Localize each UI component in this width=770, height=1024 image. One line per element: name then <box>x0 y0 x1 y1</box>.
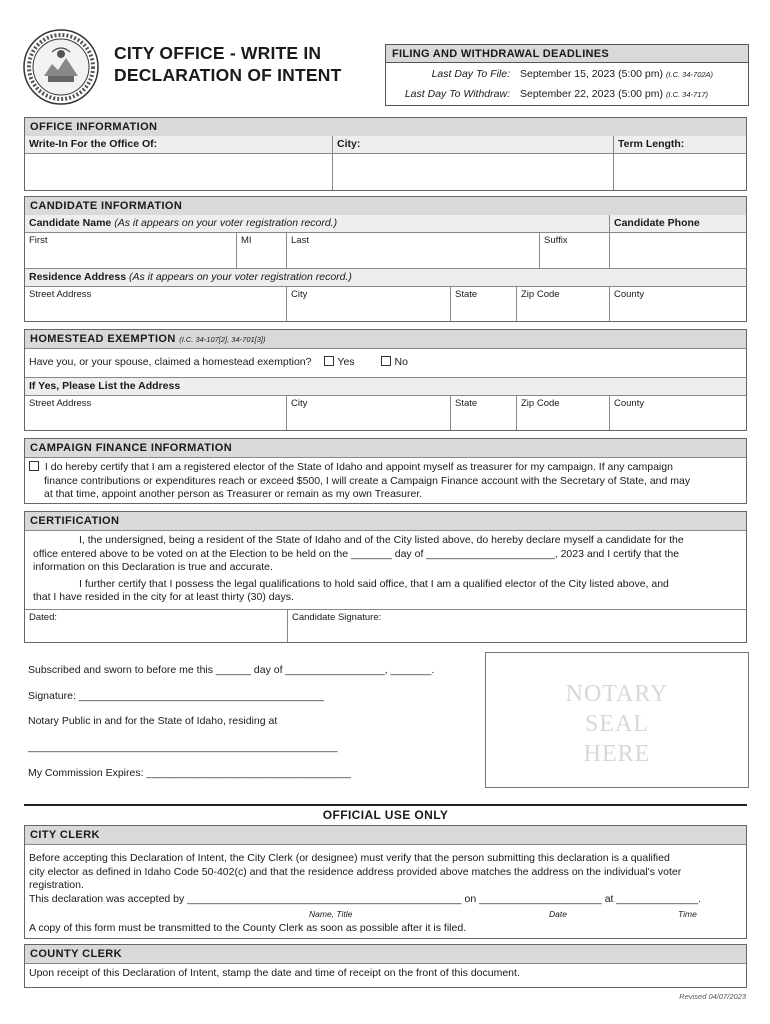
title-line-2: DECLARATION OF INTENT <box>114 65 342 85</box>
dated-input[interactable]: Dated: <box>25 609 288 642</box>
finance-heading: CAMPAIGN FINANCE INFORMATION <box>25 439 746 458</box>
notary-commission-line: My Commission Expires: ___________________________________ <box>28 767 351 779</box>
homestead-heading: HOMESTEAD EXEMPTION (I.C. 34-107[2], 34-701[3]) <box>25 330 746 349</box>
notary-residence-blank: _____________________________________________________ <box>28 741 338 753</box>
revision-date: Revised 04/07/2023 <box>679 992 746 1001</box>
notary-seal-word-2: SEAL <box>585 711 649 737</box>
caption-date: Date <box>549 909 567 919</box>
homestead-cite: (I.C. 34-107[2], 34-701[3]) <box>179 335 266 344</box>
office-heading: OFFICE INFORMATION <box>25 118 746 137</box>
city-clerk-copy-note: A copy of this form must be transmitted to the County Clerk as soon as possible after it is filed. <box>29 922 467 934</box>
file-deadline-label: Last Day To File: <box>431 68 510 80</box>
notary-seal-box <box>485 652 749 788</box>
deadlines-heading: FILING AND WITHDRAWAL DEADLINES <box>386 45 748 63</box>
withdraw-deadline-cite: (I.C. 34-717) <box>665 90 709 99</box>
caption-name-title: Name, Title <box>309 909 353 919</box>
last-name-input[interactable]: Last <box>287 233 540 269</box>
no-checkbox[interactable] <box>381 356 391 366</box>
homestead-no-option[interactable]: No <box>381 356 407 368</box>
official-divider <box>24 804 747 806</box>
state-seal-logo <box>22 28 100 106</box>
county-clerk-text: Upon receipt of this Declaration of Intent, stamp the date and time of receipt on the front of this document. <box>29 967 520 979</box>
campaign-finance-section <box>24 438 747 504</box>
county-clerk-heading: COUNTY CLERK <box>25 945 746 964</box>
residence-street-input[interactable]: Street Address <box>25 287 287 321</box>
notary-signature-line: Signature: __________________________________________ <box>28 690 325 702</box>
finance-statement: I do hereby certify that I am a registered elector of the State of Idaho and appoint myself as treasurer for my campaign. If any campaign finance contributions or expenditures reach or exceed $500, I will create a Campaign Finance account with the Secretary of State, and may at that time, appoint another person as Treasurer or remain as my own Treasurer. <box>29 461 745 502</box>
city-clerk-text: Before accepting this Declaration of Intent, the City Clerk (or designee) must verify that the person submitting this declaration is a qualified city elector as defined in Idaho Code 50-402(c) and that the residence address provided above matches the address on the individual's voter registration. This declaration was accepted by _______________________________________________ on _____________________ at ______________. <box>29 852 702 905</box>
homestead-question: Have you, or your spouse, claimed a homestead exemption? <box>29 356 312 368</box>
withdraw-deadline-value: September 22, 2023 (5:00 pm) (I.C. 34-717) <box>520 88 709 100</box>
county-clerk-section <box>24 944 747 988</box>
residence-city-input[interactable]: City <box>287 287 451 321</box>
homestead-yes-option[interactable]: Yes <box>324 356 354 368</box>
residence-state-input[interactable]: State <box>451 287 517 321</box>
candidate-information-section <box>24 196 747 322</box>
homestead-state-input[interactable]: State <box>451 396 517 430</box>
city-label-cell: City: <box>333 136 614 154</box>
candidate-name-label-cell: Candidate Name (As it appears on your voter registration record.) <box>25 215 610 233</box>
yes-checkbox[interactable] <box>324 356 334 366</box>
term-length-input[interactable] <box>614 154 746 190</box>
suffix-input[interactable]: Suffix <box>540 233 610 269</box>
file-deadline-value: September 15, 2023 (5:00 pm) (I.C. 34-702A) <box>520 68 714 80</box>
notary-seal-word-3: HERE <box>583 741 651 767</box>
notary-sworn-line: Subscribed and sworn to before me this ______ day of _________________, _______. <box>28 664 435 676</box>
title-line-1: CITY OFFICE - WRITE IN <box>114 43 322 63</box>
residence-note: (As it appears on your voter registration record.) <box>129 271 352 283</box>
finance-checkbox[interactable] <box>29 461 39 471</box>
homestead-question-row <box>25 348 746 378</box>
official-use-heading: OFFICIAL USE ONLY <box>322 808 449 822</box>
office-label-cell: Write-In For the Office Of: <box>25 136 333 154</box>
homestead-zip-input[interactable]: Zip Code <box>517 396 610 430</box>
homestead-exemption-section <box>24 329 747 431</box>
residence-county-input[interactable]: County <box>614 289 645 300</box>
file-deadline-cite: (I.C. 34-702A) <box>665 70 714 79</box>
candidate-heading: CANDIDATE INFORMATION <box>25 197 746 216</box>
homestead-county-input[interactable]: County <box>614 398 645 409</box>
deadlines-box <box>385 44 749 106</box>
office-input[interactable] <box>25 154 333 190</box>
certification-heading: CERTIFICATION <box>25 512 746 531</box>
candidate-signature-input[interactable]: Candidate Signature: <box>288 609 746 642</box>
homestead-street-input[interactable]: Street Address <box>25 396 287 430</box>
candidate-phone-input[interactable] <box>610 233 746 269</box>
residence-label-cell: Residence Address (As it appears on your voter registration record.) <box>25 269 746 287</box>
residence-zip-input[interactable]: Zip Code <box>517 287 610 321</box>
certification-text: I, the undersigned, being a resident of the State of Idaho and of the City listed above, do hereby declare myself a candidate for the office entered above to be voted on at the Election to be held on the _______ day of ______________________, 2023 and I certify that the information on this Declaration is true and accurate. I further certify that I possess the legal qualifications to hold said office, that I am a qualified elector of the City listed above, and that I have resided in the city for at least thirty (30) days. <box>33 534 684 603</box>
withdraw-deadline-label: Last Day To Withdraw: <box>404 88 510 100</box>
middle-initial-input[interactable]: MI <box>237 233 287 269</box>
homestead-city-input[interactable]: City <box>287 396 451 430</box>
candidate-name-note: (As it appears on your voter registration record.) <box>114 217 338 229</box>
office-information-section <box>24 117 747 191</box>
notary-seal-word-1: NOTARY <box>565 681 669 707</box>
city-clerk-heading: CITY CLERK <box>25 826 746 845</box>
city-input[interactable] <box>333 154 614 190</box>
term-label-cell: Term Length: <box>614 136 746 154</box>
city-clerk-section <box>24 825 747 939</box>
caption-time: Time <box>678 909 697 919</box>
first-name-input[interactable]: First <box>25 233 237 269</box>
form-title <box>114 42 341 86</box>
certification-section <box>24 511 747 643</box>
notary-public-line: Notary Public in and for the State of Idaho, residing at <box>28 715 278 727</box>
homestead-list-label-cell: If Yes, Please List the Address <box>25 378 746 396</box>
candidate-phone-label-cell: Candidate Phone <box>610 215 746 233</box>
